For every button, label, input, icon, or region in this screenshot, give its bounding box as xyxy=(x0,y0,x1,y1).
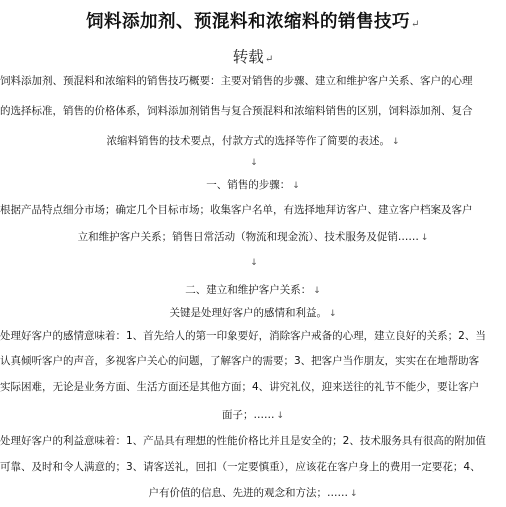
paragraph-mark: ↓ xyxy=(250,158,258,168)
paragraph-mark: ↓ xyxy=(276,411,285,421)
return-mark: ↵ xyxy=(411,19,420,30)
paragraph-mark: ↓ xyxy=(328,309,337,319)
paragraph-line: 户有价值的信息、先进的观念和方法；…… ↓ xyxy=(148,487,358,499)
section-heading: 二、建立和维护客户关系： ↓ xyxy=(185,284,321,296)
document-title-text: 饲料添加剂、预混料和浓缩料的销售技巧 xyxy=(86,12,411,32)
paragraph-mark: ↓ xyxy=(349,489,358,499)
paragraph-line: 饲料添加剂、预混料和浓缩料的销售技巧概要：主要对销售的步骤、建立和维护客户关系、客户的心理 xyxy=(0,75,473,87)
paragraph-line: 认真倾听客户的声音，多视客户关心的问题，了解客户的需要；3、把客户当作朋友，实实在在地帮助客 xyxy=(0,355,480,367)
paragraph-line: 可靠、及时和令人满意的；3、请客送礼，回扣（一定要慎重），应该花在客户身上的费用一定要花；4、 xyxy=(0,461,481,473)
paragraph-line: 面子；…… ↓ xyxy=(221,409,285,421)
paragraph-mark: ↓ xyxy=(292,181,300,191)
section-heading: 一、销售的步骤： ↓ xyxy=(206,179,300,191)
return-mark: ↵ xyxy=(264,54,274,65)
paragraph-line: 的选择标准，销售的价格体系，饲料添加剂销售与复合预混料和浓缩料销售的区别，饲料添加剂、复合 xyxy=(0,105,473,117)
paragraph-mark: ↓ xyxy=(250,258,258,268)
paragraph-line: 实际困难，无论是业务方面、生活方面还是其他方面；4、讲究礼仪，迎来送往的礼节不能少，要让客户 xyxy=(0,381,480,393)
document-subtitle xyxy=(0,45,506,67)
paragraph-line: 浓缩料销售的技术要点，付款方式的选择等作了简要的表述。 ↓ xyxy=(106,135,400,147)
document-title xyxy=(0,8,506,33)
paragraph-mark: ↓ xyxy=(391,137,400,147)
paragraph-line: 立和维护客户关系；销售日常活动（物流和现金流）、技术服务及促销…… ↓ xyxy=(77,231,429,243)
paragraph-line: 关键是处理好客户的感情和利益。 ↓ xyxy=(169,307,337,319)
empty-line xyxy=(0,255,506,270)
paragraph-mark: ↓ xyxy=(420,233,429,243)
paragraph-line: 根据产品特点细分市场；确定几个目标市场；收集客户名单，有选择地拜访客户、建立客户档案及客户 xyxy=(0,204,473,216)
empty-line xyxy=(0,155,506,170)
paragraph-line: 处理好客户的利益意味着：1、产品具有理想的性能价格比并且是安全的；2、技术服务具有很高的附加值 xyxy=(0,435,486,447)
paragraph-line: 处理好客户的感情意味着：1、首先给人的第一印象要好，消除客户戒备的心理，建立良好的关系；2、当 xyxy=(0,330,486,342)
document-subtitle-text: 转载 xyxy=(232,48,264,66)
paragraph-mark: ↓ xyxy=(313,286,321,296)
